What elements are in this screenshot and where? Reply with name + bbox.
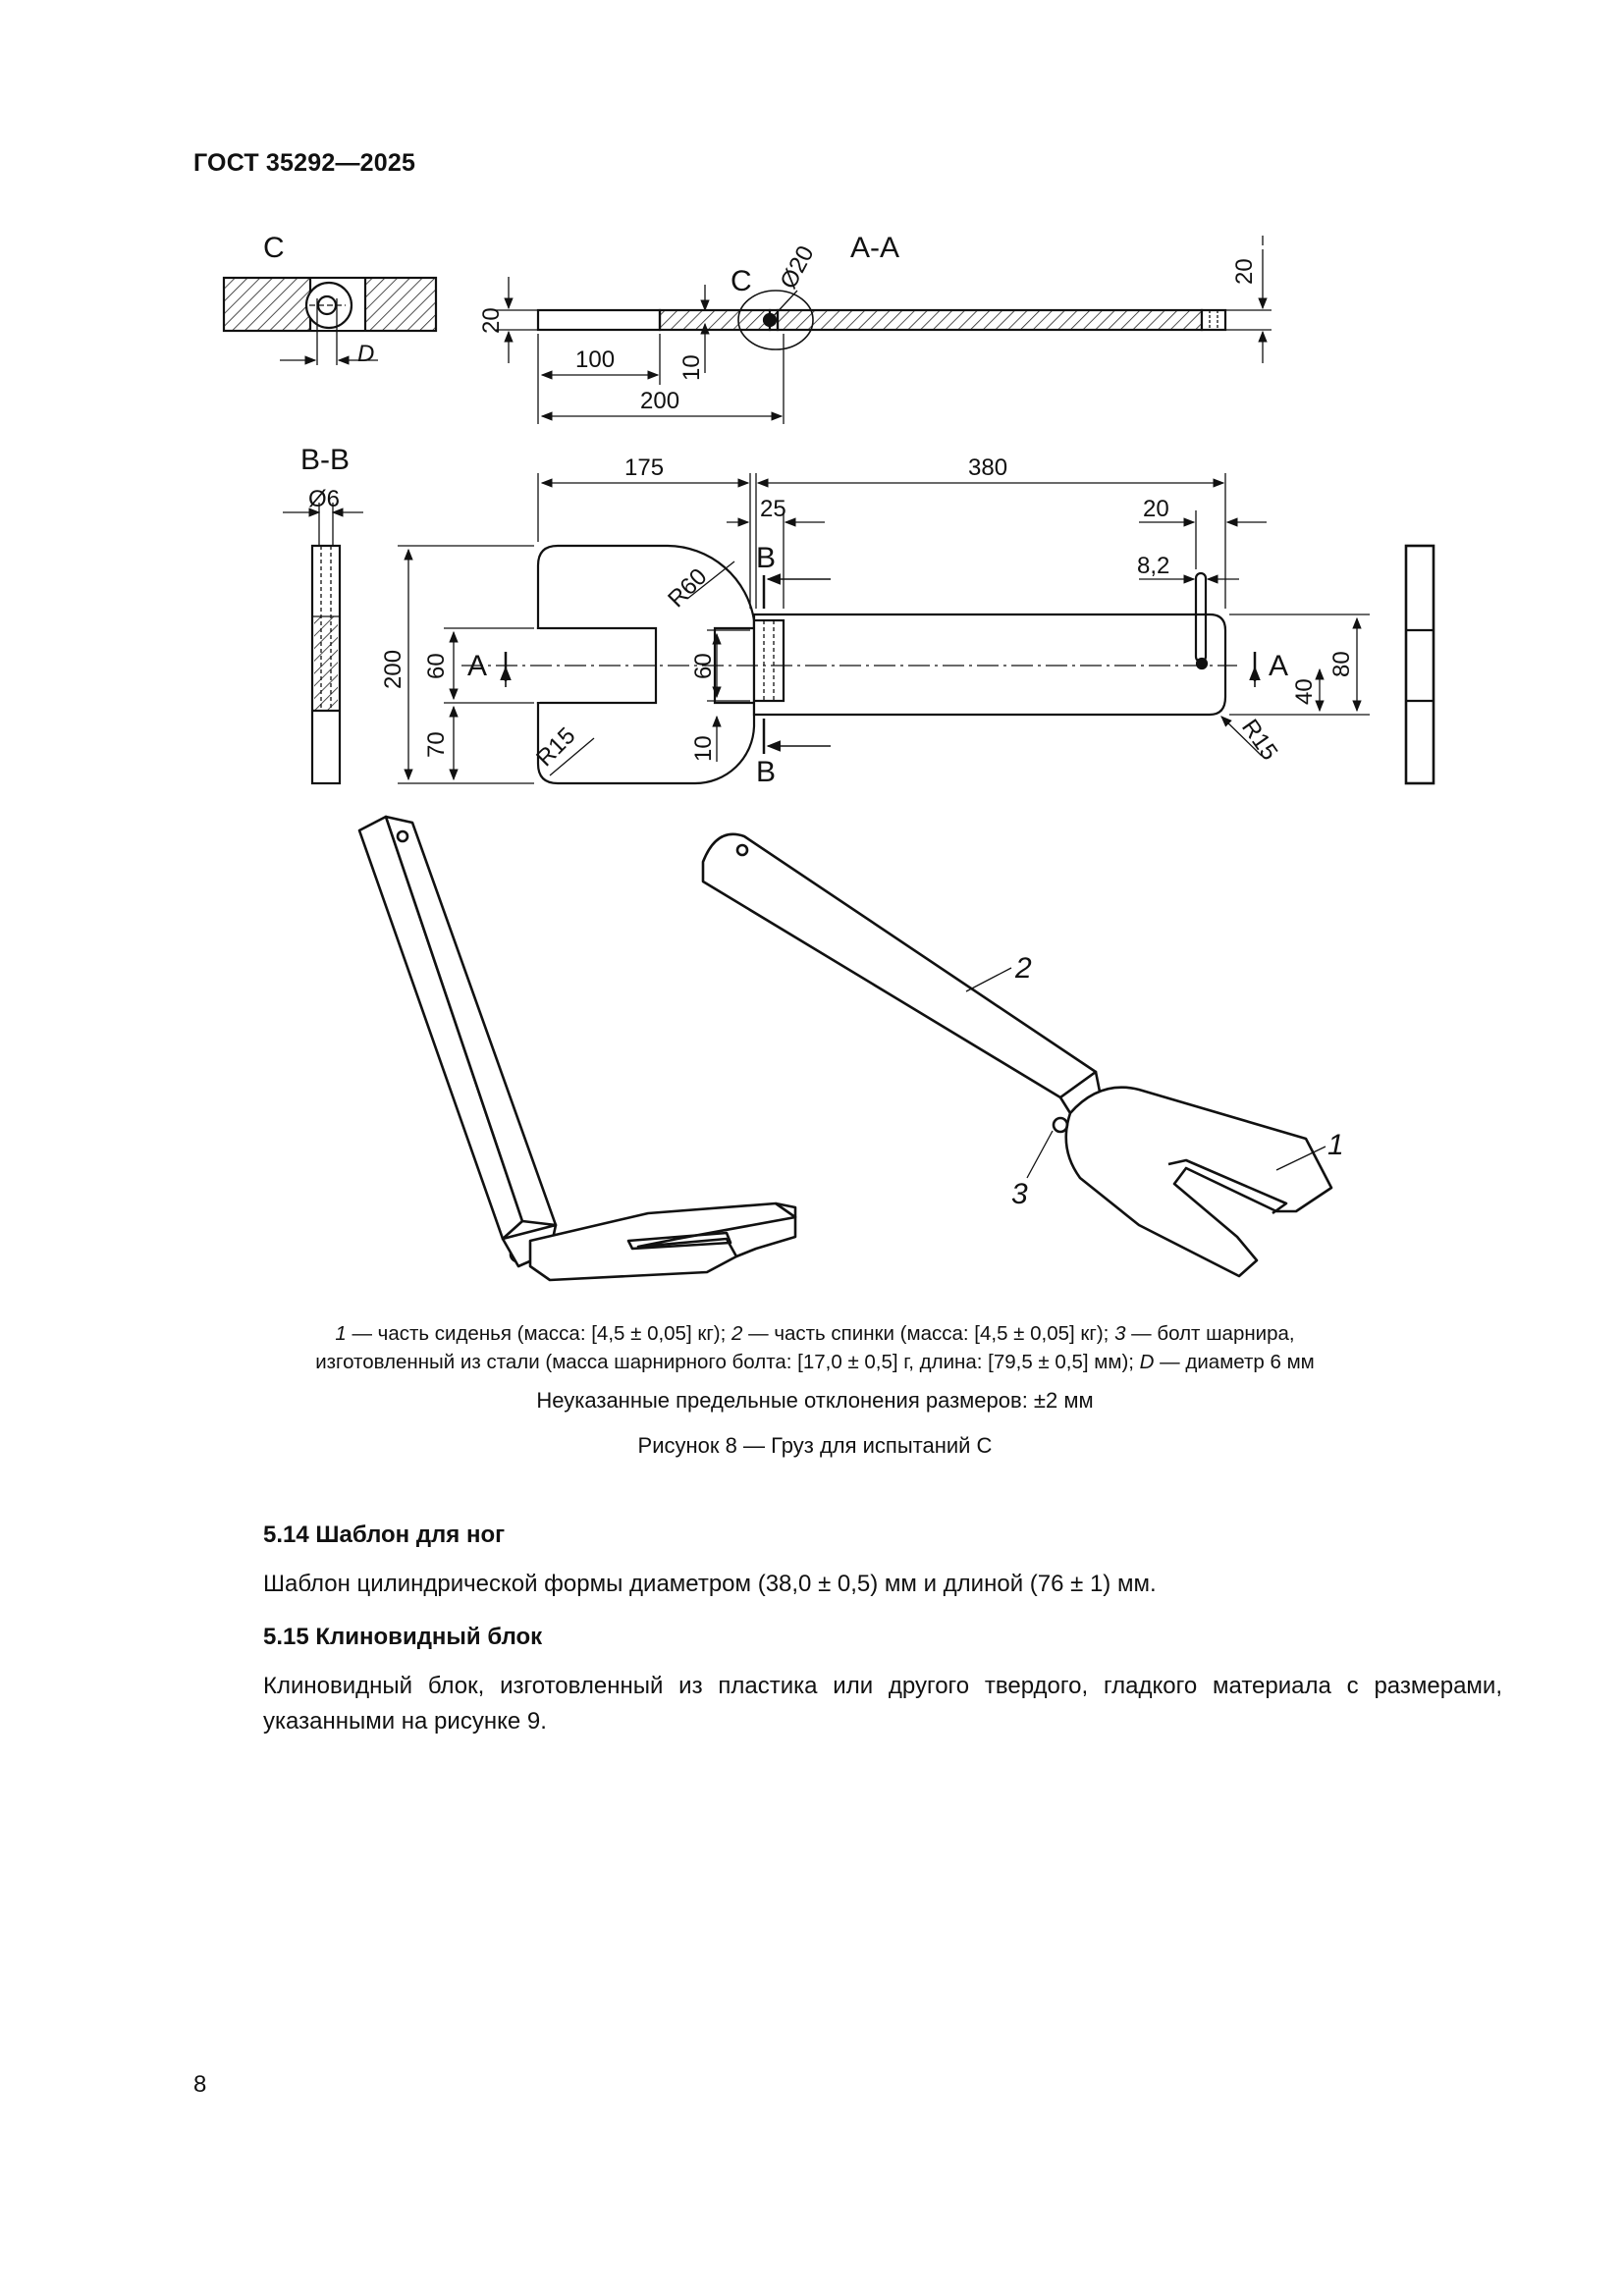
dim-70: 70 — [423, 731, 450, 758]
callout-3: 3 — [1011, 1178, 1028, 1210]
dim-100: 100 — [575, 347, 616, 373]
caption-item-3-text: — болт шарнира, — [1125, 1322, 1295, 1345]
dim-r15-b: R15 — [1236, 714, 1283, 766]
caption-line-2-text: изготовленный из стали (масса шарнирного болта: [17,0 ± 0,5] г, длина: [79,5 ± 0,5] мм); — [315, 1351, 1140, 1373]
dim-380: 380 — [968, 454, 1008, 481]
section-aa-c-label: C — [731, 265, 752, 297]
section-aa-title: A-A — [850, 232, 900, 264]
tolerance-note: Неуказанные предельные отклонения размеров: ±2 мм — [536, 1388, 1094, 1413]
callout-1: 1 — [1327, 1129, 1344, 1161]
caption-item-2-number: 2 — [731, 1322, 743, 1345]
dim-10-b: 10 — [690, 735, 717, 762]
section-5-15-heading: 5.15 Клиновидный блок — [263, 1624, 543, 1650]
dim-r15-a: R15 — [531, 722, 581, 773]
dim-8-2: 8,2 — [1137, 553, 1170, 579]
dim-60-a: 60 — [423, 653, 450, 679]
dim-25: 25 — [760, 496, 786, 522]
dim-60-b: 60 — [690, 653, 717, 679]
dim-phi20: Ø20 — [775, 241, 820, 294]
dim-175: 175 — [624, 454, 665, 481]
section-mark-a-right: A — [1269, 650, 1289, 682]
section-bb-title: B-B — [300, 444, 351, 476]
dim-200-a: 200 — [640, 388, 680, 414]
caption-d-symbol: D — [1139, 1351, 1155, 1373]
view-c-detail — [224, 278, 436, 365]
dim-20-top: 20 — [1143, 496, 1169, 522]
figure-caption-line-2 — [245, 1348, 1384, 1376]
figure-title: Рисунок 8 — Груз для испытаний С — [637, 1433, 993, 1458]
caption-item-3-number: 3 — [1114, 1322, 1126, 1345]
view-c-label: C — [263, 232, 285, 264]
dim-r60: R60 — [663, 563, 713, 614]
dim-phi6: Ø6 — [308, 486, 341, 512]
document-header: ГОСТ 35292—2025 — [193, 149, 416, 177]
section-5-14-text: Шаблон цилиндрической формы диаметром (38,0 ± 0,5) мм и длиной (76 ± 1) мм. — [263, 1571, 1157, 1597]
caption-d-text: — диаметр 6 мм — [1154, 1351, 1315, 1373]
caption-item-2-text: — часть спинки (масса: [4,5 ± 0,05] кг); — [742, 1322, 1115, 1345]
dim-80: 80 — [1328, 651, 1355, 677]
figure-caption-line-1 — [245, 1319, 1384, 1348]
section-mark-a-left: A — [467, 650, 488, 682]
section-mark-b-top: B — [756, 542, 777, 574]
side-view — [1406, 546, 1434, 783]
section-bb — [283, 503, 363, 783]
dim-20-right: 20 — [1231, 258, 1258, 285]
dim-200-b: 200 — [380, 649, 406, 689]
section-5-14-heading: 5.14 Шаблон для ног — [263, 1522, 506, 1548]
page-number: 8 — [193, 2071, 207, 2098]
view-c-d-label: D — [357, 341, 375, 367]
dim-10-a: 10 — [678, 354, 705, 381]
dim-40: 40 — [1291, 678, 1318, 705]
dim-20-left: 20 — [478, 307, 505, 334]
caption-item-1-text: — часть сиденья (масса: [4,5 ± 0,05] кг); — [346, 1322, 732, 1345]
section-5-15-text: Клиновидный блок, изготовленный из пластика или другого твердого, гладкого материала с размерами, указанными на рисунке 9. — [263, 1673, 1502, 1735]
caption-item-1-number: 1 — [335, 1322, 347, 1345]
callout-2: 2 — [1015, 952, 1032, 985]
section-mark-b-bottom: B — [756, 756, 777, 788]
plan-view — [398, 473, 1370, 783]
